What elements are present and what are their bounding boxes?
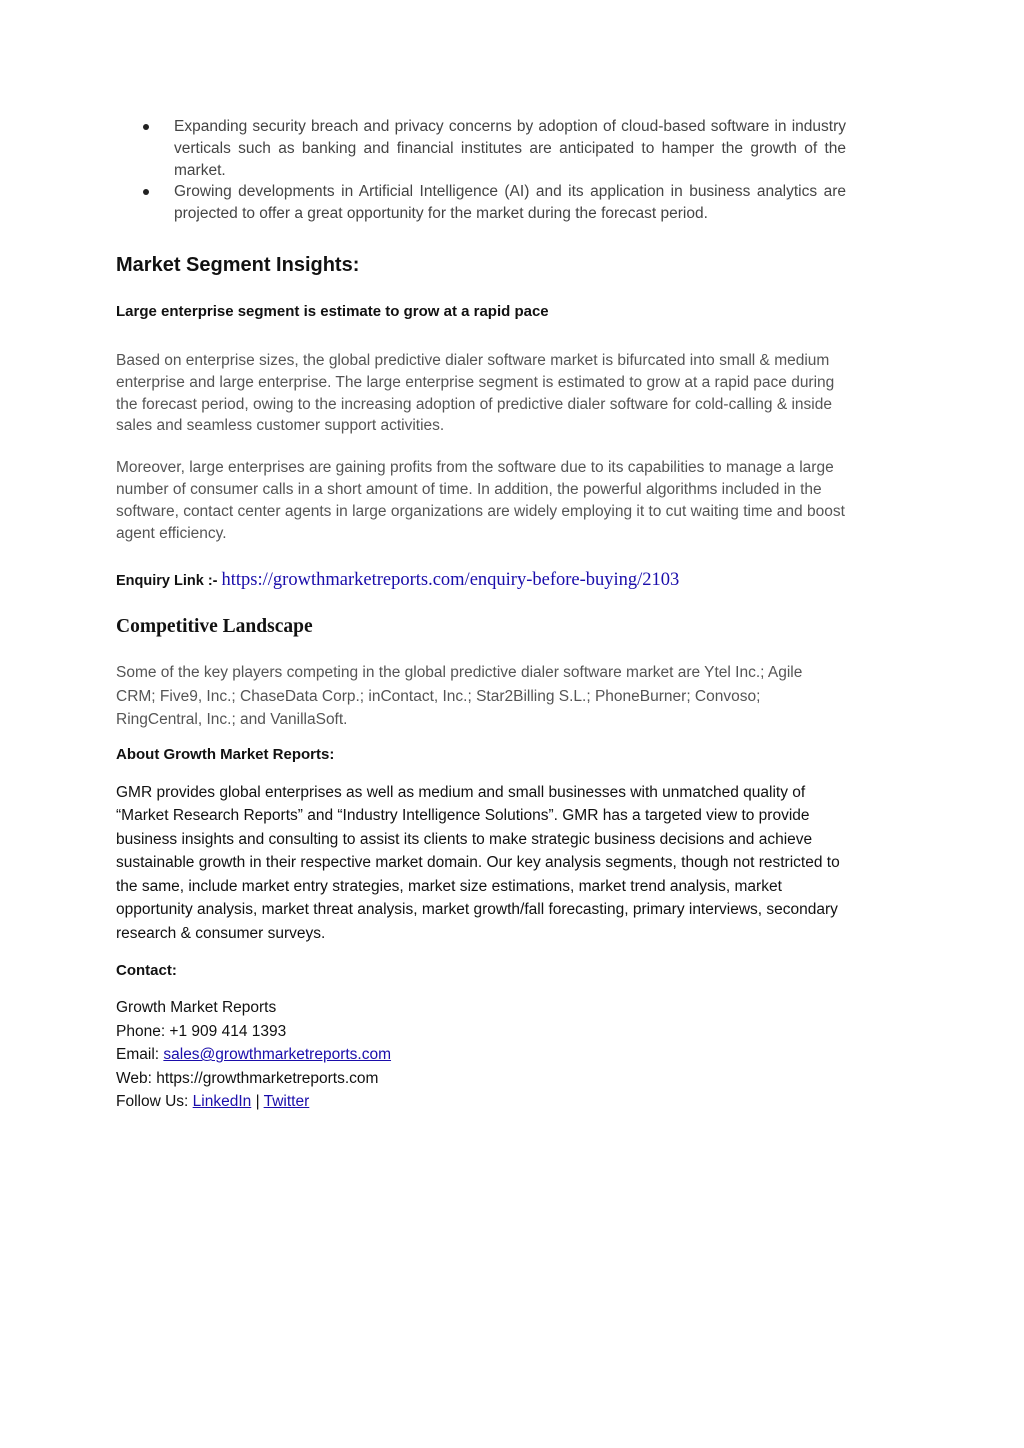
- contact-block: [116, 996, 846, 1114]
- bullet-icon: [143, 124, 149, 130]
- contact-company: Growth Market Reports: [116, 999, 277, 1017]
- contact-heading: Contact:: [116, 962, 177, 980]
- bullet-text: Growing developments in Artificial Intelligence (AI) and its application in business analytics are projected to offer a great opportunity for the market during the forecast period.: [174, 183, 846, 223]
- about-heading: About Growth Market Reports:: [116, 745, 335, 763]
- bullet-list: [116, 116, 846, 225]
- link-separator: |: [251, 1093, 264, 1111]
- enquiry-line: [116, 569, 846, 592]
- competitive-paragraph: Some of the key players competing in the global predictive dialer software market are Ytel Inc.; Agile CRM; Five9, Inc.; ChaseData Corp.; inContact, Inc.; Star2Billing S.L.; PhoneBurner; Convoso; RingCentral, Inc.; and VanillaSoft.: [116, 664, 803, 729]
- contact-email-line: [116, 1043, 846, 1067]
- competitive-heading: Competitive Landscape: [116, 616, 313, 638]
- about-paragraph: GMR provides global enterprises as well as medium and small businesses with unmatched quality of “Market Research Reports” and “Industry Intelligence Solutions”. GMR has a targeted view to provide business insights and consulting to assist its clients to make strategic business decisions and achieve sustainable growth in their respective market domain. Our key analysis segments, though not restricted to the same, include market entry strategies, market size estimations, market trend analysis, market opportunity analysis, market threat analysis, market growth/fall forecasting, primary interviews, secondary research & consumer surveys.: [116, 783, 840, 942]
- bullet-text: Expanding security breach and privacy concerns by adoption of cloud-based software in industry verticals such as banking and financial institutes are anticipated to hamper the growth of the market.: [174, 118, 846, 179]
- contact-phone: Phone: +1 909 414 1393: [116, 1022, 287, 1040]
- follow-line: [116, 1090, 846, 1114]
- bullet-item: [116, 181, 846, 225]
- linkedin-link[interactable]: LinkedIn: [192, 1093, 252, 1111]
- follow-label: Follow Us:: [116, 1093, 193, 1111]
- document-page: [116, 116, 846, 1114]
- segment-subheading: Large enterprise segment is estimate to grow at a rapid pace: [116, 302, 549, 320]
- contact-web: Web: https://growthmarketreports.com: [116, 1069, 379, 1087]
- segment-paragraph-1: Based on enterprise sizes, the global predictive dialer software market is bifurcated into small & medium enterprise and large enterprise. The large enterprise segment is estimated to grow at a rapid pace during the forecast period, owing to the increasing adoption of predictive dialer software for cold-calling & inside sales and seamless customer support activities.: [116, 351, 835, 435]
- email-label: Email:: [116, 1046, 164, 1064]
- email-link[interactable]: sales@growthmarketreports.com: [163, 1046, 392, 1064]
- bullet-icon: [143, 189, 149, 195]
- enquiry-label: Enquiry Link :-: [116, 573, 222, 590]
- twitter-link[interactable]: Twitter: [263, 1093, 310, 1111]
- segment-paragraph-2: Moreover, large enterprises are gaining profits from the software due to its capabilities to manage a large number of consumer calls in a short amount of time. In addition, the powerful algorithms included in the software, contact center agents in large organizations are widely employing it to cut waiting time and boost agent efficiency.: [116, 459, 845, 542]
- segment-heading: Market Segment Insights:: [116, 253, 360, 276]
- enquiry-link[interactable]: https://growthmarketreports.com/enquiry-before-buying/2103: [221, 570, 680, 591]
- bullet-item: [116, 116, 846, 181]
